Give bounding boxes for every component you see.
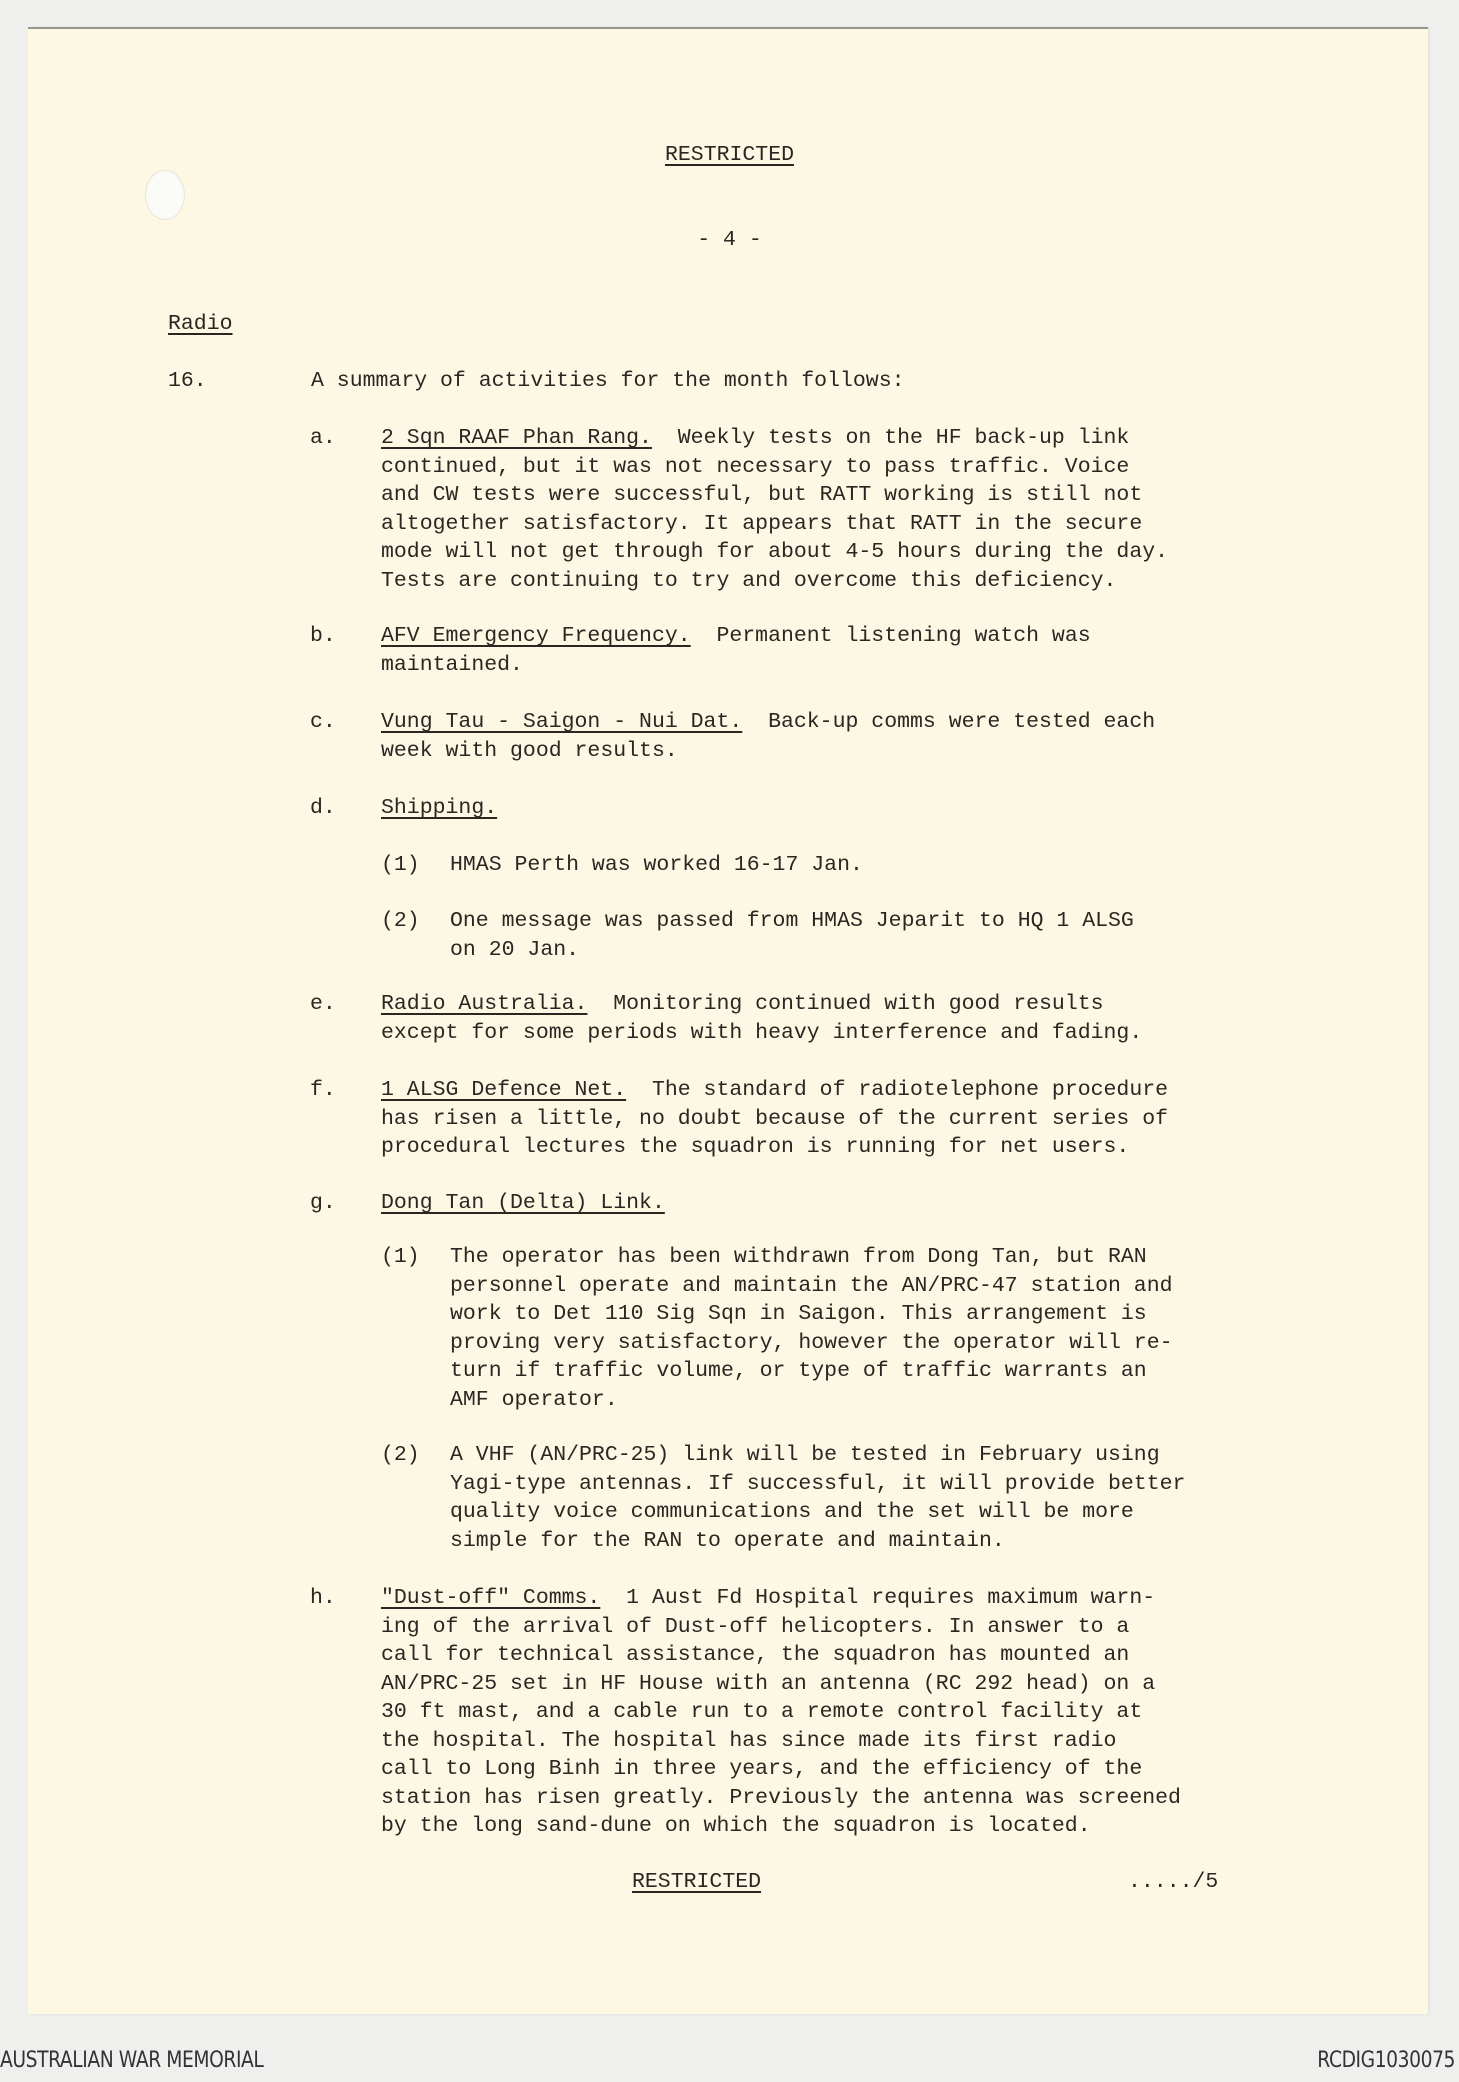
item-heading: Vung Tau - Saigon - Nui Dat. <box>381 710 743 734</box>
item-heading: Radio Australia. <box>381 992 588 1016</box>
item-line: 30 ft mast, and a cable run to a remote control facility at <box>381 1700 1143 1724</box>
subitem-number: (2) <box>381 1443 420 1467</box>
item-line: HMAS Perth was worked 16-17 Jan. <box>450 853 863 877</box>
item-heading: AFV Emergency Frequency. <box>381 624 691 648</box>
item-heading: Dong Tan (Delta) Link. <box>381 1191 665 1215</box>
continuation-marker: ...../5 <box>1128 1870 1219 1894</box>
item-line: station has risen greatly. Previously the antenna was screened <box>381 1785 1181 1810</box>
paragraph-number: 16. <box>168 369 207 393</box>
item-letter: d. <box>310 796 336 820</box>
item-line: A VHF (AN/PRC-25) link will be tested in February using <box>450 1443 1160 1467</box>
item-line: procedural lectures the squadron is running for net users. <box>381 1135 1130 1159</box>
item-line: mode will not get through for about 4-5 hours during the day. <box>381 540 1169 564</box>
item-line: Monitoring continued with good results <box>613 992 1104 1016</box>
item-line: proving very satisfactory, however the operator will re- <box>450 1330 1173 1355</box>
classification-footer: RESTRICTED <box>632 1870 762 1894</box>
item-line: The standard of radiotelephone procedure <box>651 1078 1169 1102</box>
page-number: - 4 - <box>697 228 762 252</box>
record-id: RCDIG1030075 <box>1317 2048 1455 2073</box>
institution-label: AUSTRALIAN WAR MEMORIAL <box>0 2048 264 2073</box>
item-line: the hospital. The hospital has since made its first radio <box>381 1728 1117 1753</box>
item-line: except for some periods with heavy interference and fading. <box>381 1020 1143 1045</box>
item-line: call to Long Binh in three years, and the efficiency of the <box>381 1757 1143 1781</box>
item-line: simple for the RAN to operate and maintain. <box>450 1528 1005 1553</box>
item-letter: g. <box>310 1191 336 1215</box>
item-line: Tests are continuing to try and overcome this deficiency. <box>381 568 1117 593</box>
item-line: AN/PRC-25 set in HF House with an antenna (RC 292 head) on a <box>381 1671 1156 1696</box>
subitem-d-2 <box>450 907 1280 964</box>
item-line: call for technical assistance, the squadron has mounted an <box>381 1643 1130 1667</box>
item-c <box>381 708 1281 765</box>
punch-hole <box>145 170 185 220</box>
section-title: Radio <box>168 312 233 336</box>
paragraph-intro: A summary of activities for the month follows: <box>311 369 905 393</box>
item-line: Permanent listening watch was <box>716 624 1091 648</box>
item-line: altogether satisfactory. It appears that RATT in the secure <box>381 511 1143 536</box>
item-line: continued, but it was not necessary to pass traffic. Voice <box>381 454 1130 479</box>
item-letter: c. <box>310 710 336 734</box>
item-line: quality voice communications and the set will be more <box>450 1500 1134 1524</box>
item-line: and CW tests were successful, but RATT working is still not <box>381 483 1143 507</box>
item-line: work to Det 110 Sig Sqn in Saigon. This arrangement is <box>450 1302 1147 1326</box>
item-d <box>381 794 1281 823</box>
item-g <box>381 1189 1281 1218</box>
item-line: 1 Aust Fd Hospital requires maximum warn- <box>626 1586 1156 1610</box>
item-line: ing of the arrival of Dust-off helicopters. In answer to a <box>381 1614 1130 1639</box>
item-line: turn if traffic volume, or type of traffic warrants an <box>450 1359 1147 1383</box>
item-line: Yagi-type antennas. If successful, it will provide better <box>450 1471 1186 1496</box>
item-letter: f. <box>310 1078 336 1102</box>
item-line: personnel operate and maintain the AN/PRC-47 station and <box>450 1273 1173 1298</box>
item-h <box>381 1584 1281 1841</box>
item-line: Back-up comms were tested each <box>768 710 1156 734</box>
item-a <box>381 424 1281 595</box>
item-line: maintained. <box>381 652 523 677</box>
subitem-d-1 <box>450 851 1280 880</box>
item-heading: Shipping. <box>381 796 498 820</box>
classification-header: RESTRICTED <box>664 143 795 167</box>
item-line: Weekly tests on the HF back-up link <box>677 426 1130 450</box>
item-heading: "Dust-off" Comms. <box>381 1586 601 1610</box>
item-b <box>381 622 1281 679</box>
subitem-number: (1) <box>381 1245 420 1269</box>
item-letter: b. <box>310 624 336 648</box>
item-line: AMF operator. <box>450 1387 618 1412</box>
item-f <box>381 1076 1281 1162</box>
item-heading: 1 ALSG Defence Net. <box>381 1078 627 1102</box>
item-line: The operator has been withdrawn from Dong Tan, but RAN <box>450 1245 1147 1269</box>
subitem-number: (2) <box>381 909 420 933</box>
item-line: One message was passed from HMAS Jeparit to HQ 1 ALSG <box>450 909 1134 933</box>
subitem-number: (1) <box>381 853 420 877</box>
subitem-g-1 <box>450 1243 1280 1414</box>
item-heading: 2 Sqn RAAF Phan Rang. <box>381 426 652 450</box>
item-e <box>381 990 1281 1047</box>
item-line: on 20 Jan. <box>450 937 580 962</box>
item-letter: a. <box>310 426 336 450</box>
subitem-g-2 <box>450 1441 1280 1555</box>
item-line: has risen a little, no doubt because of the current series of <box>381 1106 1169 1131</box>
item-line: week with good results. <box>381 738 678 763</box>
item-line: by the long sand-dune on which the squadron is located. <box>381 1814 1091 1838</box>
item-letter: h. <box>310 1586 336 1610</box>
item-letter: e. <box>310 992 336 1016</box>
